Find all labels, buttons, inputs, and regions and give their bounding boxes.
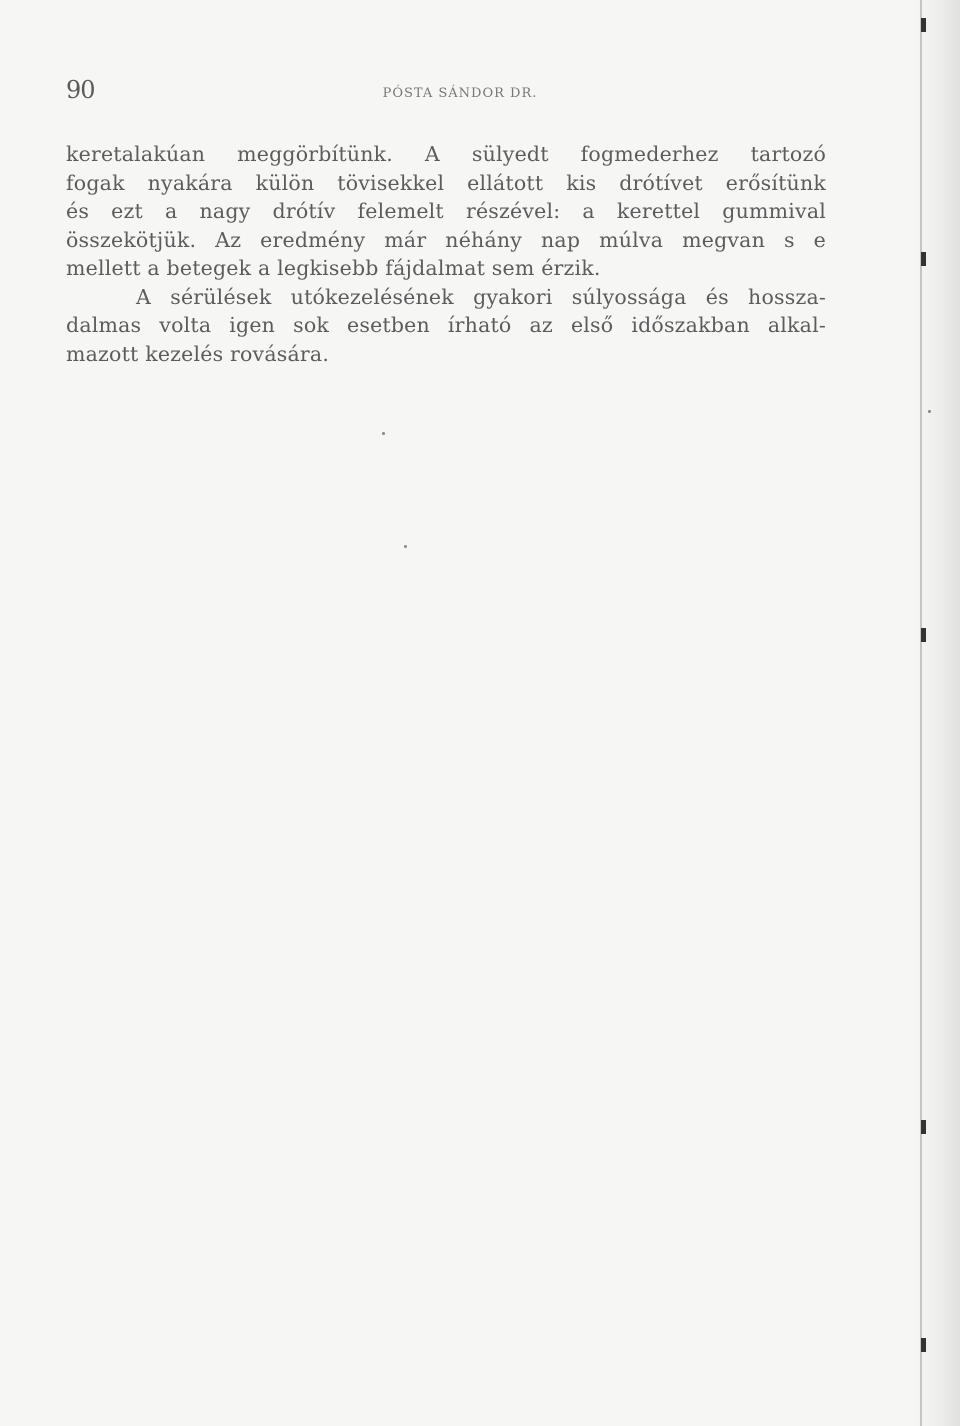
- scan-speck: [404, 545, 407, 548]
- scan-edge-mark: [921, 1120, 926, 1134]
- text-line: mellett a betegek a legkisebb fájdalmat sem érzik.: [66, 256, 601, 280]
- text-line: és ezt a nagy drótív felemelt részével: a kerettel gummival: [66, 199, 826, 223]
- running-head: PÓSTA SÁNDOR DR.: [382, 86, 538, 101]
- text-line: dalmas volta igen sok esetben írható az első időszakban alkal-: [66, 313, 826, 337]
- page-number: 90: [66, 76, 95, 104]
- text-line: A sérülések utókezelésének gyakori súlyossága és hossza-: [136, 284, 826, 309]
- scan-edge-mark: [921, 628, 926, 642]
- scan-speck: [928, 410, 931, 413]
- scan-edge-line: [920, 0, 922, 1426]
- scan-edge-mark: [921, 1338, 926, 1352]
- text-line: keretalakúan meggörbítünk. A sülyedt fogmederhez tartozó: [66, 142, 826, 166]
- body-text: [66, 140, 826, 368]
- scan-edge-mark: [921, 18, 926, 32]
- text-line: összekötjük. Az eredmény már néhány nap múlva megvan s e: [66, 227, 826, 252]
- text-line: fogak nyakára külön tövisekkel ellátott kis drótívet erősítünk: [66, 170, 826, 195]
- scan-edge-mark: [921, 252, 926, 266]
- text-line: mazott kezelés rovására.: [66, 341, 330, 366]
- scan-speck: [382, 432, 385, 435]
